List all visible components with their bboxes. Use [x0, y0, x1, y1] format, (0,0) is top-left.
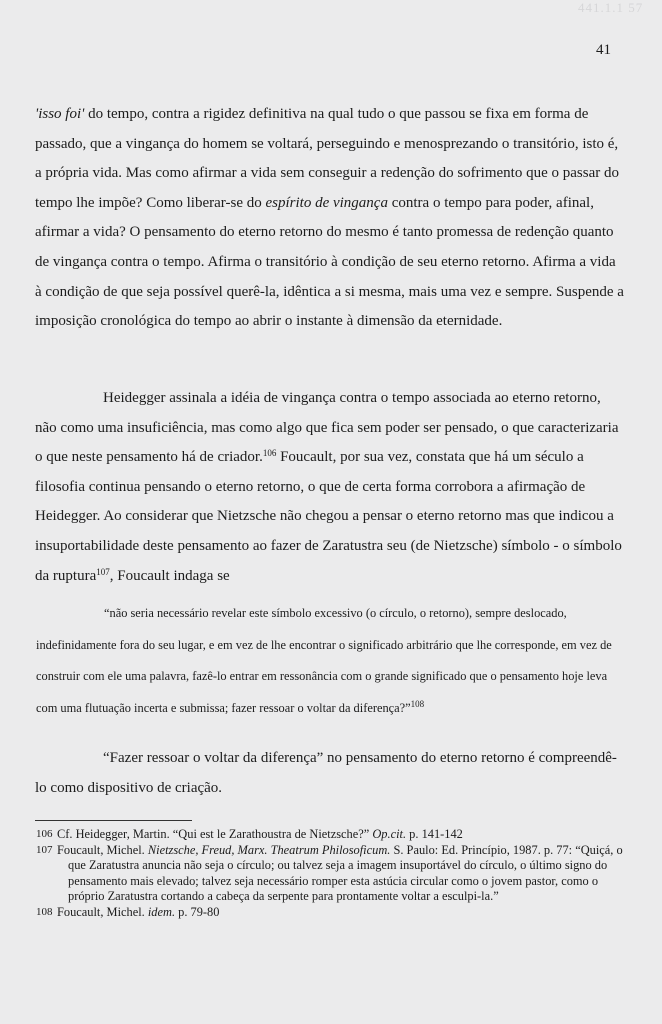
paragraph-1-text-b: contra o tempo para poder, afinal, afirmar a vida? O pensamento do eterno retorno do mesmo é tanto promessa de redenção quanto de vingança contra o tempo. Afirma o transitório à condição de seu eterno retorno. Afirma a vida à condição de que seja possível querê-la, idêntica a si mesma, mais uma vez e sempre. Suspende a imposição cronológica do tempo ao abrir o instante à dimensão da eternidade.: [35, 194, 624, 330]
footnote-text-pre: Foucault, Michel.: [57, 904, 148, 919]
footnote-ref-106: 106: [262, 448, 277, 459]
paragraph-2-text-a: Heidegger assinala a idéia de vingança contra o tempo associada ao eterno retorno, não como uma insuficiência, mas como algo que fica sem poder ser pensado, o que caracterizaria o que neste pensamento há de criador.: [35, 390, 619, 466]
footnote-text-italic: idem.: [147, 904, 176, 919]
footnote-text-pre: Cf. Heidegger, Martin. “Qui est le Zarathoustra de Nietzsche?”: [57, 827, 373, 841]
footnote-text-post: S. Paulo: Ed. Princípio, 1987. p. 77: “Quiçá, o que Zaratustra anuncia não seja o círculo; ou talvez seja a imagem insuportável do círculo, o último signo do pensamento mais elevado; talvez seja necessário romper esta astúcia circular como o jovem pastor, como o próprio Zaratustra cortando a cabeça da serpente para prontamente voltar a esculpi-la.”: [68, 842, 623, 904]
footnote-number: 106: [36, 828, 53, 840]
emphasis-isso-foi: 'isso foi': [35, 106, 85, 122]
footnotes: [36, 827, 636, 921]
faint-stamp: 441.1.1 57: [578, 0, 644, 15]
footnote-text: [57, 843, 636, 905]
block-quote: [36, 598, 626, 724]
footnote-106: [36, 827, 636, 843]
footnote-108: [36, 905, 636, 921]
paragraph-2: [35, 384, 625, 591]
footnote-number: 108: [36, 905, 53, 918]
paragraph-1-text-a: do tempo, contra a rigidez definitiva na qual tudo o que passou se fixa em forma de passado, que a vingança do homem se voltará, perseguindo e menosprezando o transitório, isto é, a própria vida. Mas como afirmar a vida sem conseguir a redenção do sofrimento que o passar do tempo lhe impõe? Como liberar-se do: [35, 106, 619, 211]
page-number: 41: [596, 42, 611, 58]
footnote-text-post: p. 141-142: [406, 827, 463, 841]
footnote-text-italic: Nietzsche, Freud, Marx. Theatrum Philosoficum.: [147, 842, 391, 857]
footnote-number: 107: [36, 843, 53, 856]
footnote-ref-108: 108: [410, 698, 425, 709]
block-quote-text: “não seria necessário revelar este símbolo excessivo (o círculo, o retorno), sempre deslocado, indefinidamente fora do seu lugar, e em vez de lhe encontrar o significado arbitrário que lhe corresponde, em vez de construir com ele uma palavra, fazê-lo entrar em ressonância com o grande significado que o pensamento hoje leva com uma flutuação incerta e submissa; fazer ressoar o voltar da diferença?”: [36, 606, 612, 715]
emphasis-espirito-de-vinganca: espírito de vingança: [265, 194, 388, 211]
footnote-107: [36, 843, 636, 905]
footnote-text: [57, 905, 219, 919]
footnote-text: [57, 827, 463, 841]
footnote-ref-107: 107: [96, 566, 110, 577]
footnote-text-post: p. 79-80: [175, 904, 220, 919]
footnote-divider: [35, 820, 192, 821]
footnote-text-pre: Foucault, Michel.: [57, 842, 148, 857]
footnote-text-italic: Op.cit.: [372, 827, 407, 841]
paragraph-2-text-c: , Foucault indaga se: [109, 567, 230, 584]
paragraph-2-text-b: Foucault, por sua vez, constata que há um século a filosofia continua pensando o eterno retorno, o que de certa forma corrobora a afirmação de Heidegger. Ao considerar que Nietzsche não chegou a pensar o eterno retorno mas que indicou a insuportabilidade deste pensamento ao fazer de Zaratustra seu (de Nietzsche) símbolo - o símbolo da ruptura: [35, 449, 622, 584]
paragraph-3: “Fazer ressoar o voltar da diferença” no pensamento do eterno retorno é compreendê-lo como dispositivo de criação.: [35, 750, 617, 796]
paragraph-1: [35, 100, 625, 337]
